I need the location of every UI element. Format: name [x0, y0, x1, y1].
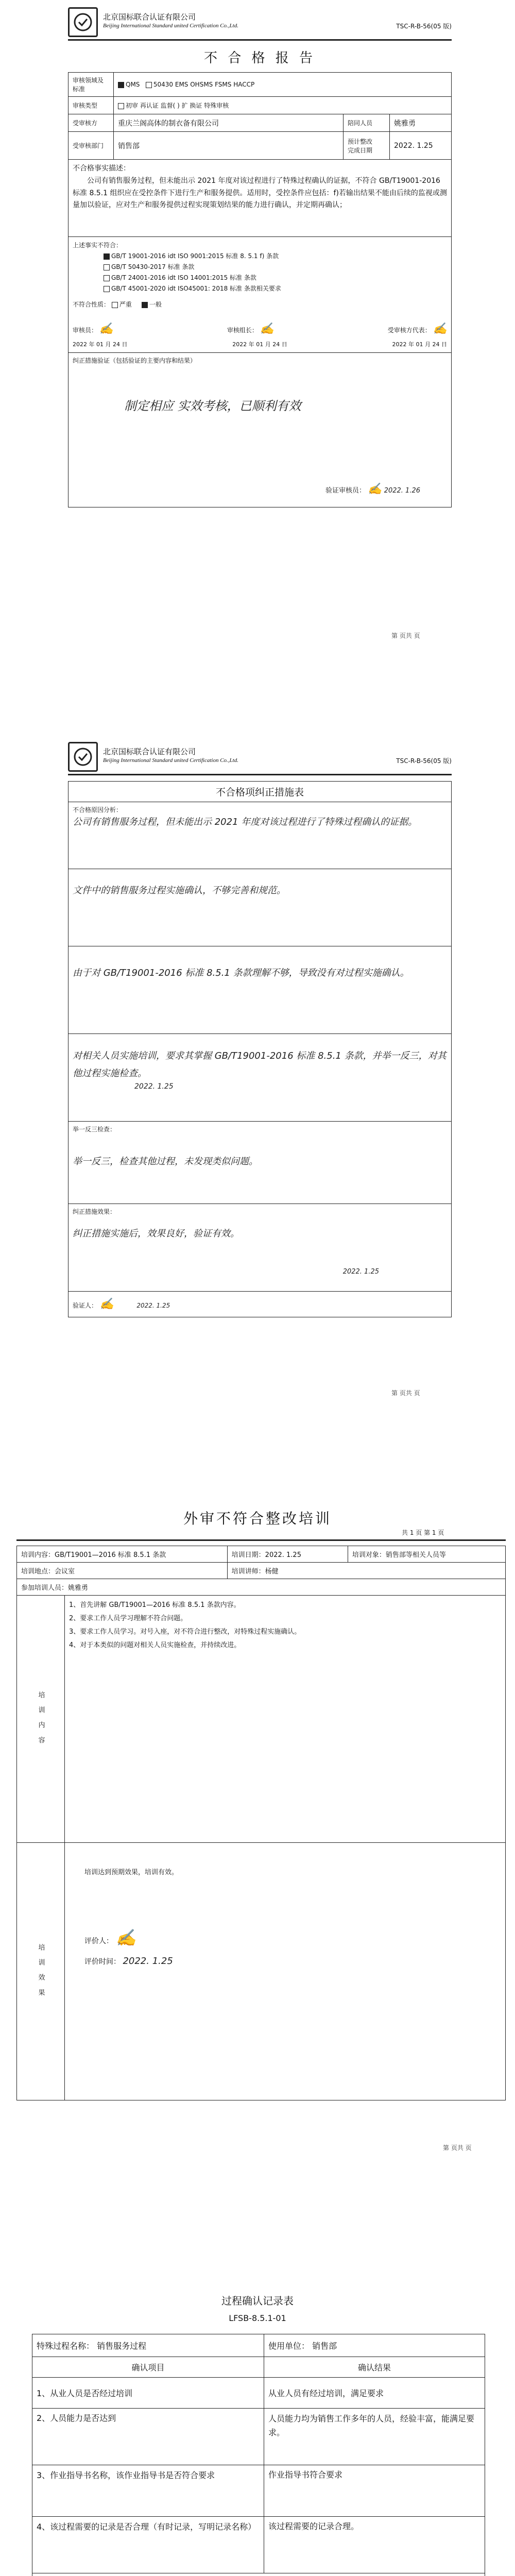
clause-4-checkbox[interactable]: [104, 286, 110, 292]
evaluator-label: 评价人：: [84, 1937, 113, 1945]
verify-text: 制定相应 实效考核，已顺利有效: [124, 398, 301, 413]
trainer-cell: [227, 1563, 505, 1579]
page-title: 过程确认记录表: [221, 2295, 294, 2307]
attendees-label: 参加培训人员：: [21, 1584, 68, 1592]
conclusion-cell: [32, 2573, 485, 2576]
date-value: 2022. 1.25: [265, 1551, 301, 1559]
section-6-text: 纠正措施实施后，效果良好，验证有效。: [73, 1228, 239, 1239]
verify-signature-icon: ✍: [99, 1298, 114, 1311]
clause-1-checkbox[interactable]: [104, 253, 110, 260]
section-5-label: 举一反三检查：: [73, 1126, 116, 1133]
row-result: 该过程需要的记录合理。: [264, 2517, 485, 2573]
target-value: 销售部等相关人员等: [385, 1551, 446, 1559]
row-item: 4、该过程需要的记录是否合理（有时记录，写明记录名称）: [32, 2517, 264, 2573]
evaluator-date-label: 评价时间：: [84, 1958, 121, 1966]
effect-side-cell: [17, 1843, 65, 2100]
row-item: 2、人员能力是否达到: [32, 2409, 264, 2465]
col-result-header: [264, 2357, 485, 2378]
rep-sign-label: 受审核方代表：: [387, 327, 431, 334]
course-label: 培训内容：: [21, 1551, 55, 1559]
rep-signature-icon: ✍: [433, 323, 447, 335]
auditor-sign-date: 2022 年 01 月 24 日: [73, 341, 128, 348]
verify-sign-label: 验证审核员：: [325, 486, 366, 495]
section-6-date: 2022. 1.25: [342, 1268, 379, 1276]
form-number: TSC-R-B-56(05 版): [396, 23, 452, 30]
table-row: [32, 2465, 485, 2517]
section-4-text: 对相关人员实施培训，要求其掌握 GB/T19001-2016 标准 8.5.1 条款，并举一反三，对其他过程实施检查。: [73, 1050, 447, 1079]
clause-label: 上述事实不符合：: [73, 242, 123, 249]
verify-sign-date: 2022. 1.26: [384, 486, 420, 495]
dept-label-cell: [68, 132, 114, 160]
trainer-value: 杨健: [265, 1568, 279, 1575]
section-5: [68, 1122, 452, 1204]
std-options-cell: [114, 73, 452, 97]
verify-label: 纠正措施验证（包括验证的主要内容和结果）: [73, 357, 197, 364]
effect-cell: [65, 1843, 506, 2100]
course-cell: [17, 1546, 228, 1563]
process-value: 销售服务过程: [97, 2341, 147, 2351]
section-2: [68, 869, 452, 946]
std-label-cell: [68, 73, 114, 97]
auditor-signature-icon: ✍: [99, 323, 114, 335]
desc-cell: [68, 160, 452, 237]
training-form: [16, 1546, 506, 2100]
section-2-text: 文件中的销售服务过程实施确认，不够完善和规范。: [73, 885, 286, 896]
process-label: 特殊过程名称：: [37, 2341, 95, 2351]
content-side-label: 培 训 内 容: [37, 1691, 45, 1747]
row-result: 作业指导书符合要求: [264, 2465, 485, 2517]
qms-label: QMS: [126, 81, 140, 88]
evaluator-signature-icon: ✍: [115, 1928, 136, 1947]
clause-cell: [68, 237, 452, 353]
content-item: 4、对于本类似的问题对相关人员实施检查，并持续改进。: [69, 1641, 241, 1649]
type-options: 初审 再认证 监督( ) 扩 换证 特殊审核: [126, 102, 229, 109]
qms-checkbox[interactable]: [118, 82, 124, 88]
unit-label: 使用单位：: [268, 2341, 310, 2351]
desc-text: 公司有销售服务过程，但未能出示 2021 年度对该过程进行了特殊过程确认的证据，不符合 GB/T19001-2016 标准 8.5.1 组织应在受控条件下进行生产和服务提供。适用时，受控条件应包括：f)若输出结果不能由后续的监视或测量加以验证，应对生产和服务提供过程实现策划结果的能力进行确认，并定期再确认；: [73, 176, 447, 210]
col-result-label: 确认结果: [357, 2363, 391, 2372]
plan-label: 预计整改: [348, 138, 373, 145]
plan-label-cell: [344, 132, 390, 160]
col-item-header: [32, 2357, 264, 2378]
header-rule: [68, 774, 452, 775]
row-item: 3、作业指导书名称，该作业指导书是否符合要求: [32, 2465, 264, 2517]
content-item: 2、要求工作人员学习理解不符合问题。: [69, 1615, 187, 1622]
report-form: [68, 72, 452, 507]
team-signature-icon: ✍: [260, 323, 274, 335]
other-std-label: 50430 EMS OHSMS FSMS HACCP: [153, 81, 255, 88]
table-row: [32, 2517, 485, 2573]
clause-1: GB/T 19001-2016 idt ISO 9001:2015 标准 8. 5.1 f) 条款: [111, 252, 279, 260]
section-4: [68, 1034, 452, 1122]
section-1-text: 公司有销售服务过程，但未能出示 2021 年度对该过程进行了特殊过程确认的证据。: [73, 817, 418, 827]
content-item: 3、要求工作人员学习。对号入座，对不符合进行整改，对特殊过程实施确认。: [69, 1628, 301, 1636]
severity-label: 不符合性质：: [73, 301, 110, 308]
auditor-sign-label: 审核员：: [73, 327, 98, 334]
company-value-cell: [114, 114, 344, 132]
company-label-cell: [68, 114, 114, 132]
content-side-cell: [17, 1596, 65, 1843]
effect-side-label: 培 训 效 果: [37, 1944, 45, 1999]
corrective-form: [68, 781, 452, 1317]
certification-logo-icon: [68, 7, 98, 37]
type-label-cell: [68, 97, 114, 114]
table-row: [32, 2378, 485, 2409]
target-cell: [348, 1546, 505, 1563]
content-list: [65, 1596, 506, 1843]
escort-value: 姚雅勇: [394, 119, 416, 128]
section-4-date: 2022. 1.25: [134, 1082, 174, 1091]
page-title: 外审不符合整改培训: [183, 1510, 332, 1527]
verify-row: [68, 1292, 452, 1317]
org-name-en: Beijing International Standard united Certification Co.,Ltd.: [103, 23, 238, 29]
verify-cell: [68, 352, 452, 507]
page-process-validation: [0, 2251, 515, 2576]
severity-major-checkbox[interactable]: [112, 302, 118, 308]
std-label-2: 标准: [73, 86, 85, 93]
clause-2: GB/T 50430-2017 标准 条款: [111, 263, 195, 270]
section-3-text: 由于对 GB/T19001-2016 标准 8.5.1 条款理解不够，导致没有对过程实施确认。: [73, 968, 409, 978]
std-label: 审核领域及: [73, 77, 104, 84]
org-name-cn: 北京国标联合认证有限公司: [103, 747, 196, 756]
escort-value-cell: [390, 114, 452, 132]
unit-value: 销售部: [312, 2341, 337, 2351]
dept-value: 销售部: [118, 142, 140, 150]
severity-minor: 一般: [149, 301, 162, 308]
section-6-label: 纠正措施效果：: [73, 1208, 116, 1215]
title-rule: [16, 1539, 506, 1541]
page-title-cell: [68, 782, 452, 802]
evaluator-date: 2022. 1.25: [123, 1956, 173, 1967]
verify-signature-icon: ✍: [368, 482, 382, 496]
page-footer: 第 页共 页: [391, 1389, 420, 1397]
content-item: 1、首先讲解 GB/T19001—2016 标准 8.5.1 条款内容。: [69, 1601, 241, 1609]
rep-sign-date: 2022 年 01 月 24 日: [392, 341, 447, 348]
trainer-label: 培训讲师：: [231, 1568, 265, 1575]
page-title: 不 合 格 报 告: [203, 50, 316, 66]
place-cell: [17, 1563, 228, 1579]
plan-date-cell: [390, 132, 452, 160]
severity-major: 严重: [119, 301, 132, 308]
page-title: 不合格项纠正措施表: [215, 787, 304, 798]
other-std-checkbox[interactable]: [146, 82, 152, 88]
type-label: 审核类型: [73, 102, 98, 109]
verify-date: 2022. 1.25: [136, 1302, 170, 1309]
process-cell: [32, 2334, 264, 2357]
page-corrective-action: [0, 742, 515, 1412]
verify-label: 验证人：: [73, 1302, 98, 1309]
row-result: 从业人员有经过培训，满足要求: [264, 2378, 485, 2409]
place-label: 培训地点：: [21, 1568, 55, 1575]
header-rule: [68, 39, 452, 41]
clause-2-checkbox[interactable]: [104, 264, 110, 270]
date-cell: [227, 1546, 348, 1563]
org-name-cn: 北京国标联合认证有限公司: [103, 12, 196, 22]
date-label: 培训日期：: [231, 1551, 265, 1559]
attendees-value: 姚雅勇: [68, 1584, 89, 1592]
section-1-label: 不合格原因分析：: [73, 806, 123, 814]
place-value: 会议室: [55, 1568, 75, 1575]
form-number: TSC-R-B-56(05 版): [396, 757, 452, 765]
escort-label-cell: [344, 114, 390, 132]
page-footer: 第 页共 页: [443, 2144, 472, 2151]
page-info: 共 1 页 第 1 页: [402, 1529, 444, 1536]
type-checkbox[interactable]: [118, 103, 124, 109]
unit-cell: [264, 2334, 485, 2357]
severity-minor-checkbox[interactable]: [142, 302, 148, 308]
col-item-label: 确认项目: [131, 2363, 165, 2372]
form-code: LFSB-8.5.1-01: [229, 2313, 286, 2323]
company-label: 受审核方: [73, 120, 98, 127]
clause-3: GB/T 24001-2016 idt ISO 14001:2015 标准 条款: [111, 274, 256, 281]
escort-label: 陪同人员: [348, 120, 373, 127]
validation-form: [32, 2334, 485, 2576]
row-result: 人员能力均为销售工作多年的人员，经验丰富，能满足要求。: [264, 2409, 485, 2465]
team-sign-label: 审核组长：: [227, 327, 258, 334]
section-5-text: 举一反三，检查其他过程，未发现类似问题。: [73, 1156, 258, 1167]
effect-text: 培训达到预期效果，培训有效。: [84, 1869, 179, 1876]
dept-label: 受审核部门: [73, 142, 104, 149]
page-training-record: [0, 1489, 515, 2169]
attendees-cell: [17, 1579, 506, 1596]
clause-3-checkbox[interactable]: [104, 275, 110, 281]
plan-date: 2022. 1.25: [394, 141, 433, 150]
section-1: [68, 802, 452, 869]
desc-label: 不合格事实描述：: [73, 164, 130, 173]
row-item: 1、从业人员是否经过培训: [32, 2378, 264, 2409]
dept-value-cell: [114, 132, 344, 160]
type-options-cell: [114, 97, 452, 114]
clause-4: GB/T 45001-2020 idt ISO45001: 2018 标准 条款相关要求: [111, 285, 281, 292]
course-value: GB/T19001—2016 标准 8.5.1 条款: [55, 1551, 166, 1559]
section-6: [68, 1204, 452, 1292]
table-row: [32, 2409, 485, 2465]
finish-label: 完成日期: [348, 146, 373, 154]
team-sign-date: 2022 年 01 月 24 日: [232, 341, 287, 348]
org-name-en: Beijing International Standard united Certification Co.,Ltd.: [103, 757, 238, 764]
page-footer: 第 页共 页: [391, 632, 420, 639]
page-nonconformity-report: [0, 0, 515, 670]
certification-logo-icon: [68, 742, 98, 772]
company-value: 重庆兰阁高体的制衣备有限公司: [118, 119, 219, 128]
section-3: [68, 946, 452, 1034]
target-label: 培训对象：: [352, 1551, 386, 1559]
